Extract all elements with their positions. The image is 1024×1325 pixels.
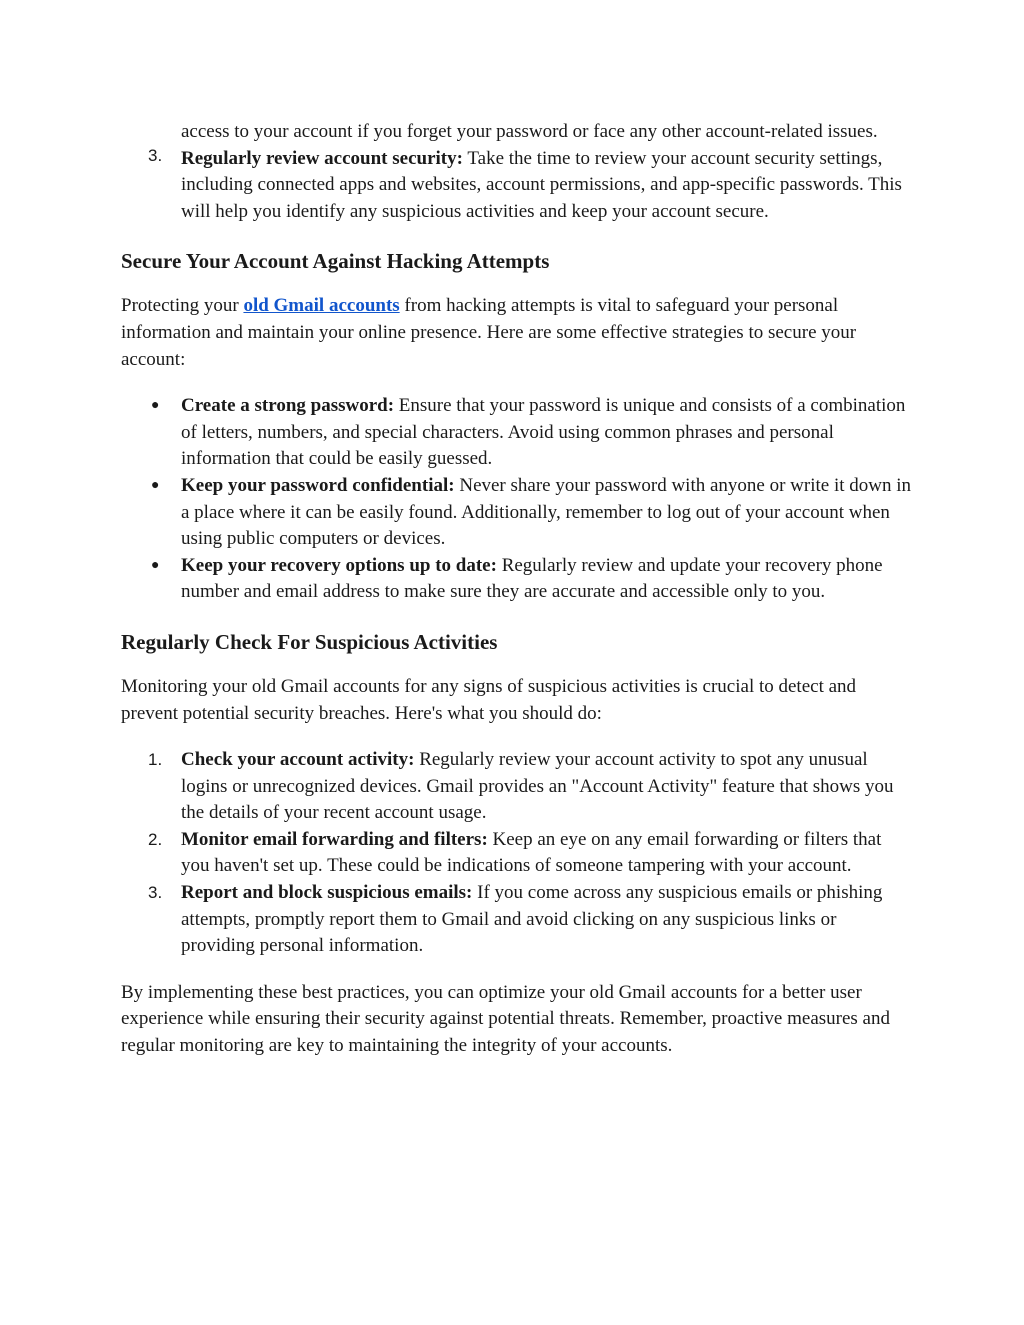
list-item: [121, 473, 911, 553]
list-item-title: Keep your password confidential:: [181, 474, 455, 496]
paragraph-text: from hacking attempts is vital to safeguard your personal information and maintain your online presence. Here are some effective strategies to secure your account:: [121, 295, 857, 370]
list-item-body: Never share your password with anyone or write it down in a place where it can be easily found. Additionally, remember to log out of your account when using public computers or devices.: [181, 474, 912, 550]
conclusion-paragraph: By implementing these best practices, you can optimize your old Gmail accounts for a better user experience while ensuring their security against potential threats. Remember, proactive measures and regular monitoring are key to maintaining the integrity of your accounts.: [121, 981, 890, 1057]
list-item-body: Regularly review and update your recovery phone number and email address to make sure they are accurate and accessible only to you.: [181, 554, 883, 603]
old-gmail-accounts-link[interactable]: old Gmail accounts: [243, 295, 400, 317]
list-number: 1.: [148, 750, 163, 770]
section-heading: Regularly Check For Suspicious Activities: [121, 629, 498, 654]
list-item-body: Ensure that your password is unique and consists of a combination of letters, numbers, and special characters. Avoid using common phrases and personal information that could be easily guessed.: [181, 395, 906, 470]
list-item: [121, 553, 911, 606]
bullet-icon: ●: [151, 477, 160, 493]
list-item-title: Monitor email forwarding and filters:: [181, 828, 488, 850]
bullet-icon: ●: [151, 557, 160, 573]
list-item: [121, 146, 911, 226]
list-number: 2.: [148, 829, 163, 849]
list-item-title: Regularly review account security:: [181, 147, 463, 169]
list-item-title: Check your account activity:: [181, 749, 415, 771]
list-item: [121, 393, 911, 473]
list-item-body: Regularly review your account activity to spot any unusual logins or unrecognized devices. Gmail provides an "Account Activity" feature that shows you the details of your recent account usage.: [181, 749, 894, 824]
paragraph-text: Protecting your: [121, 295, 244, 317]
list-item-body: Keep an eye on any email forwarding or filters that you haven't set up. These could be indications of someone tampering with your account.: [181, 828, 882, 877]
list-number: 3.: [148, 145, 163, 165]
list-number: 3.: [148, 883, 163, 903]
list-item-title: Keep your recovery options up to date:: [181, 554, 497, 576]
bullet-icon: ●: [151, 398, 160, 414]
list-item-body: If you come across any suspicious emails or phishing attempts, promptly report them to Gmail and avoid clicking on any suspicious links or providing personal information.: [181, 882, 883, 957]
list-item-title: Report and block suspicious emails:: [181, 882, 473, 904]
document-page: [121, 119, 911, 1060]
list-item: [121, 827, 911, 880]
list-item: [121, 880, 911, 960]
list-item-continuation: access to your account if you forget your password or face any other account-related issues.: [181, 121, 878, 142]
numbered-list: [121, 747, 911, 960]
bullet-list: [121, 393, 911, 606]
list-item: [121, 747, 911, 827]
section-heading: Secure Your Account Against Hacking Attempts: [121, 249, 550, 274]
paragraph: [121, 293, 911, 373]
list-item-text: [181, 146, 911, 226]
paragraph: Monitoring your old Gmail accounts for any signs of suspicious activities is crucial to detect and prevent potential security breaches. Here's what you should do:: [121, 675, 857, 724]
list-item-body: Take the time to review your account security settings, including connected apps and websites, account permissions, and app-specific passwords. This will help you identify any suspicious activities and keep your account secure.: [181, 147, 902, 222]
list-item-title: Create a strong password:: [181, 395, 395, 417]
